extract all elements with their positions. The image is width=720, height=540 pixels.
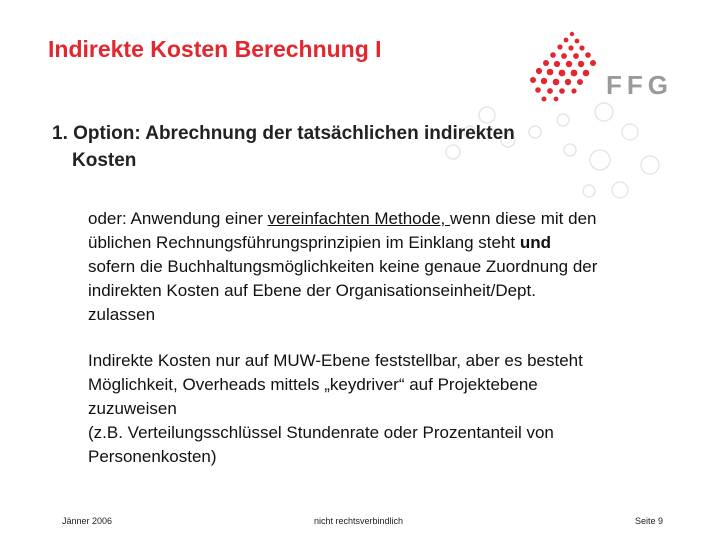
logo-dots xyxy=(530,32,596,102)
paragraph1-line4: indirekten Kosten auf Ebene der Organisationseinheit/Dept. xyxy=(88,281,536,300)
paragraph2-line2: Möglichkeit, Overheads mittels „keydriver“ auf Projektebene xyxy=(88,375,538,394)
text-run: üblichen Rechnungsführungsprinzipien im Einklang steht xyxy=(88,233,520,252)
footer-page-number: Seite 9 xyxy=(635,516,664,526)
paragraph1-line5: zulassen xyxy=(88,305,156,324)
underlined-text: vereinfachten Methode, xyxy=(267,209,450,228)
paragraph1-line3: sofern die Buchhaltungsmöglichkeiten keine genaue Zuordnung der xyxy=(88,257,598,276)
option-heading-line1: 1. Option: Abrechnung der tatsächlichen indirekten xyxy=(52,123,515,144)
text-run: wenn diese mit den xyxy=(450,209,597,228)
paragraph1-line1 xyxy=(88,207,698,231)
footer-disclaimer: nicht rechtsverbindlich xyxy=(314,516,404,526)
text-run: oder: Anwendung einer xyxy=(88,209,268,228)
paragraph1-line2 xyxy=(88,231,698,255)
paragraph-simplified-method xyxy=(88,207,698,327)
paragraph2-line5: Personenkosten) xyxy=(88,447,217,466)
paragraph2-line1: Indirekte Kosten nur auf MUW-Ebene feststellbar, aber es besteht xyxy=(88,351,583,370)
slide-title: Indirekte Kosten Berechnung I xyxy=(48,36,382,62)
option-heading xyxy=(52,120,652,174)
footer-date: Jänner 2006 xyxy=(62,516,113,526)
logo-text: FFG xyxy=(606,70,673,100)
bold-text: und xyxy=(519,233,552,252)
option-heading-line2: Kosten xyxy=(72,150,137,171)
paragraph2-line3: zuzuweisen xyxy=(88,399,177,418)
paragraph-muw-level xyxy=(88,349,698,469)
paragraph2-line4: (z.B. Verteilungsschlüssel Stundenrate oder Prozentanteil von xyxy=(88,423,554,442)
